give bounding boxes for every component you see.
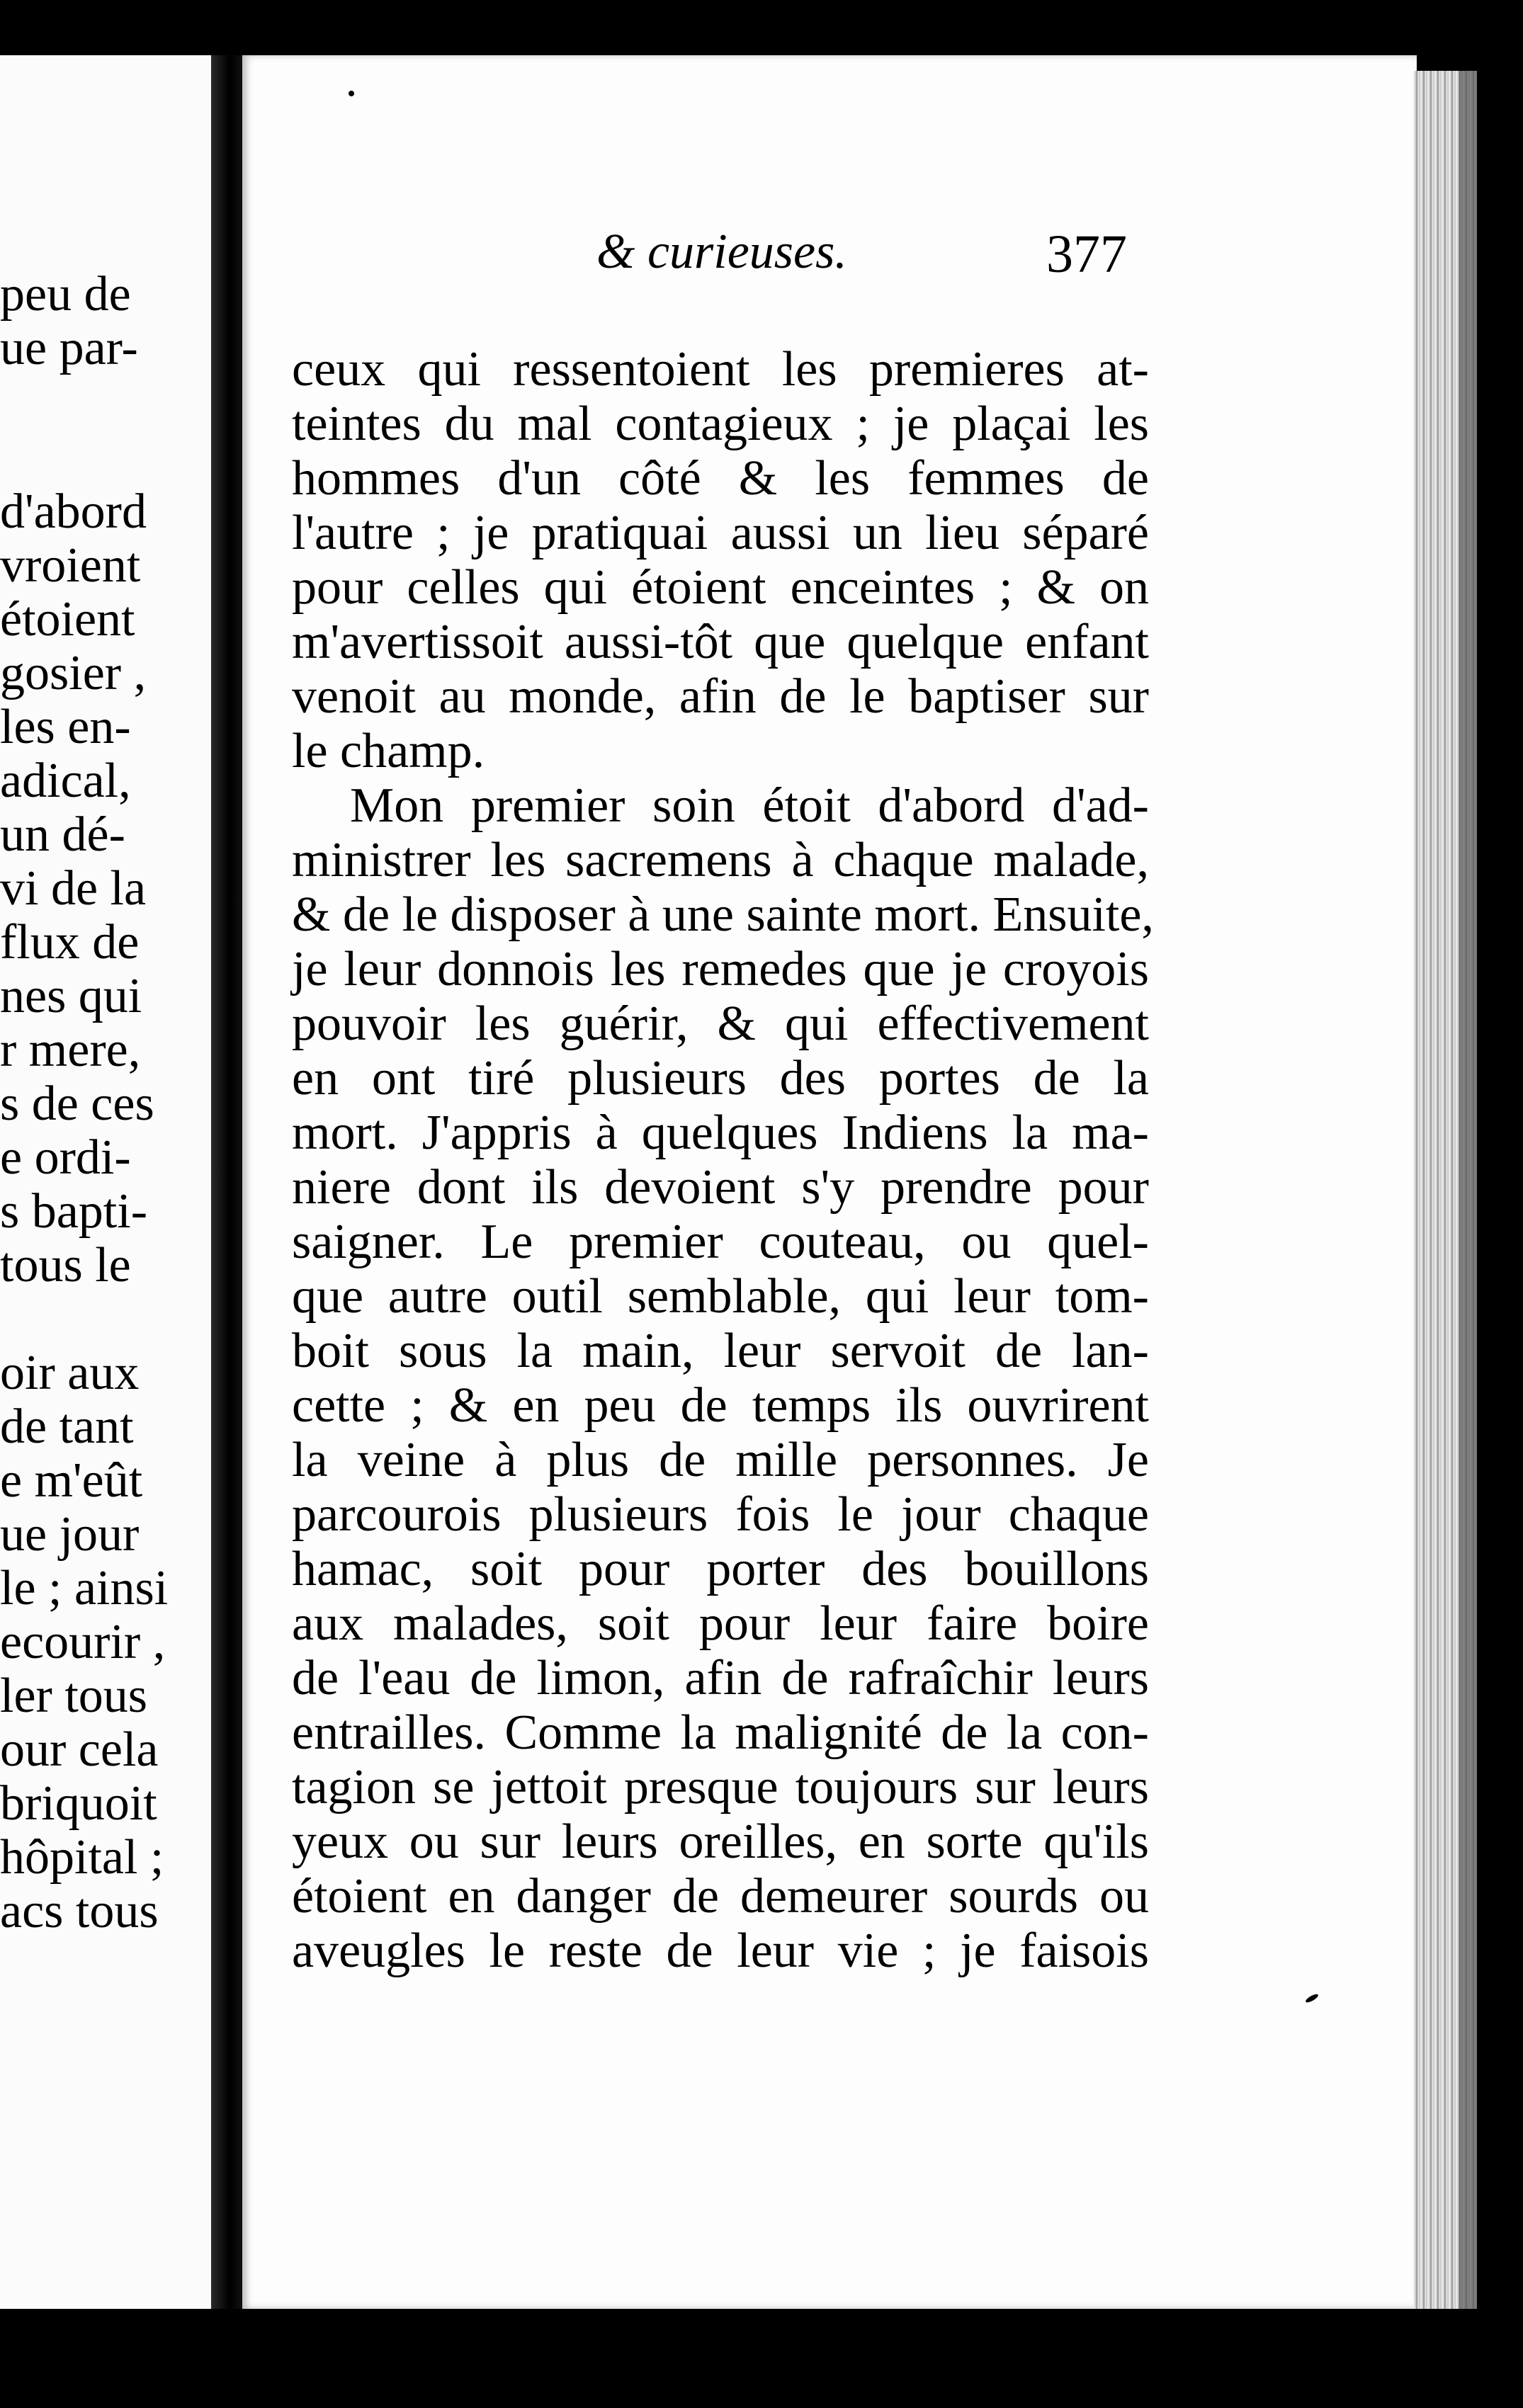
text-line: mort. J'appris à quelques Indiens la ma- (292, 1106, 1149, 1160)
text-line: de l'eau de limon, afin de rafraîchir leurs (292, 1651, 1149, 1705)
left-line: oir aux (0, 1346, 140, 1400)
running-head-title: & curieuses. (596, 225, 847, 279)
ink-speck (349, 91, 354, 96)
left-line: ue par- (0, 321, 138, 375)
text-line: la veine à plus de mille personnes. Je (292, 1433, 1149, 1487)
text-line: tagion se jettoit presque toujours sur leurs (292, 1760, 1149, 1814)
text-line: boit sous la main, leur servoit de lan- (292, 1324, 1149, 1378)
text-line: teintes du mal contagieux ; je plaçai les (292, 397, 1149, 451)
text-line: pour celles qui étoient enceintes ; & on (292, 560, 1149, 615)
left-line: flux de (0, 915, 140, 970)
text-line: le champ. (292, 724, 485, 778)
text-line: je leur donnois les remedes que je croyois (292, 942, 1149, 996)
book-gutter (211, 55, 242, 2309)
text-line: ceux qui ressentoient les premieres at- (292, 342, 1149, 397)
left-line: tous le (0, 1238, 131, 1293)
text-line: venoit au monde, afin de le baptiser sur (292, 669, 1149, 724)
text-line: & de le disposer à une sainte mort. Ensuite, (292, 887, 1154, 942)
left-line: acs tous (0, 1884, 159, 1938)
text-line: hamac, soit pour porter des bouillons (292, 1542, 1149, 1596)
page-number: 377 (1046, 225, 1127, 284)
text-line: cette ; & en peu de temps ils ouvrirent (292, 1378, 1149, 1433)
left-line: ue jour (0, 1507, 140, 1562)
left-line: vroient (0, 538, 141, 593)
left-line: vi de la (0, 861, 147, 916)
right-page (242, 55, 1417, 2309)
running-head (242, 224, 1417, 295)
left-line: e ordi- (0, 1130, 131, 1185)
left-line: les en- (0, 700, 131, 754)
left-line: s bapti- (0, 1184, 148, 1239)
left-line: gosier , (0, 646, 147, 700)
left-line: s de ces (0, 1077, 154, 1131)
left-line: ler tous (0, 1669, 148, 1723)
left-line: un dé- (0, 807, 125, 862)
text-line: aveugles le reste de leur vie ; je faisois (292, 1924, 1149, 1978)
left-line: nes qui (0, 969, 142, 1023)
text-line: yeux ou sur leurs oreilles, en sorte qu'ils (292, 1814, 1149, 1869)
text-line: ministrer les sacremens à chaque malade, (292, 833, 1149, 887)
ink-speck (1305, 1992, 1320, 2004)
text-line: niere dont ils devoient s'y prendre pour (292, 1160, 1149, 1215)
left-line: de tant (0, 1399, 134, 1454)
text-line: entrailles. Comme la malignité de la con- (292, 1705, 1149, 1760)
left-line: briquoit (0, 1776, 157, 1831)
text-line: saigner. Le premier couteau, ou quel- (292, 1215, 1149, 1269)
text-line: l'autre ; je pratiquai aussi un lieu séparé (292, 506, 1149, 560)
left-line: e m'eût (0, 1453, 143, 1508)
text-line: hommes d'un côté & les femmes de (292, 451, 1149, 506)
text-line: m'avertissoit aussi-tôt que quelque enfant (292, 615, 1149, 669)
left-line: our cela (0, 1722, 159, 1777)
left-line: le ; ainsi (0, 1561, 169, 1615)
text-line: pouvoir les guérir, & qui effectivement (292, 996, 1149, 1051)
text-line: que autre outil semblable, qui leur tom- (292, 1269, 1149, 1324)
left-line: r mere, (0, 1023, 141, 1077)
left-line: ecourir , (0, 1615, 166, 1669)
page-edges-shadow (1459, 71, 1477, 2309)
text-line: étoient en danger de demeurer sourds ou (292, 1869, 1149, 1924)
paragraph-first-line: Mon premier soin étoit d'abord d'ad- (350, 778, 1149, 833)
left-line: hôpital ; (0, 1830, 164, 1885)
left-page-fragment (0, 55, 211, 2309)
left-line: adical, (0, 754, 131, 808)
text-line: en ont tiré plusieurs des portes de la (292, 1051, 1149, 1106)
text-line: aux malades, soit pour leur faire boire (292, 1596, 1149, 1651)
left-line: peu de (0, 267, 131, 322)
text-line: parcourois plusieurs fois le jour chaque (292, 1487, 1149, 1542)
body-text (292, 342, 1154, 1978)
left-line: d'abord (0, 484, 147, 539)
left-line: étoient (0, 592, 135, 647)
